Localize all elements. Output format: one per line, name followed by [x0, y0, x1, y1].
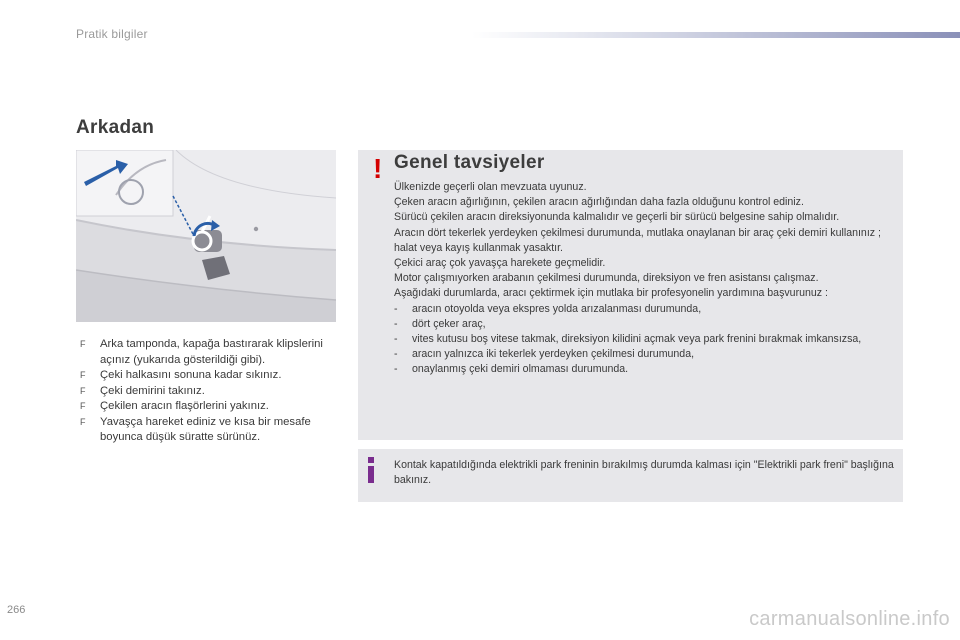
rear-bumper-drawing [76, 150, 336, 322]
running-header: Pratik bilgiler [76, 27, 148, 41]
case-text: vites kutusu boş vitese takmak, direksiyon kilidini açmak veya park frenini bırakmak imkansızsa, [412, 333, 862, 346]
advice-case [394, 332, 894, 347]
advice-paragraph: Aşağıdaki durumlarda, aracı çektirmek için mutlaka bir profesyonelin yardımına başvurunuz : [394, 287, 828, 300]
list-item [80, 415, 342, 446]
case-text: aracın otoyolda veya ekspres yolda arızalanması durumunda, [412, 302, 702, 315]
warning-icon: ! [373, 153, 383, 184]
list-item [80, 399, 342, 415]
dash-marker: - [394, 348, 398, 361]
info-box [358, 449, 903, 502]
general-advice-box [358, 150, 903, 440]
advice-paragraph: Çeken aracın ağırlığının, çekilen aracın ağırlığından daha fazla olduğunu kontrol ediniz. [394, 196, 804, 209]
step-text: Çeki demirini takınız. [100, 384, 205, 397]
step-text: Çekilen aracın flaşörlerini yakınız. [100, 400, 269, 412]
advice-case [394, 347, 894, 362]
advice-paragraph: Ülkenizde geçerli olan mevzuata uyunuz. [394, 181, 587, 193]
step-text: Çeki halkasını sonuna kadar sıkınız. [100, 369, 282, 381]
case-text: onaylanmış çeki demiri olmaması durumunda. [412, 363, 629, 376]
step-bullet-icon: F [80, 385, 86, 396]
case-text: aracın yalnızca iki tekerlek yerdeyken çekilmesi durumunda, [412, 348, 695, 361]
list-item [80, 337, 342, 368]
page-number: 266 [7, 604, 26, 616]
step-bullet-icon: F [80, 416, 86, 427]
watermark: carmanualsonline.info [749, 608, 950, 630]
rear-towing-illustration [76, 150, 336, 322]
step-text: Arka tamponda, kapağa bastırarak klipslerini açınız (yukarıda gösterildiği gibi). [100, 338, 323, 366]
advice-case [394, 362, 894, 377]
section-title: Arkadan [76, 117, 155, 138]
advice-paragraph: Çekici araç çok yavaşça harekete geçmelidir. [394, 257, 606, 270]
header-accent-bar [472, 32, 960, 38]
step-bullet-icon: F [80, 370, 86, 380]
step-text: Yavaşça hareket ediniz ve kısa bir mesafe boyunca düşük süratte sürünüz. [100, 415, 311, 443]
advice-case [394, 317, 894, 332]
dash-marker: - [394, 363, 398, 376]
advice-paragraph: Aracın dört tekerlek yerdeyken çekilmesi durumunda, mutlaka onaylanan bir araç çeki demiri kullanınız ; halat veya kayış kullanmak yasaktır. [394, 226, 881, 254]
dash-marker: - [394, 317, 398, 330]
case-text: dört çeker araç, [412, 317, 486, 330]
info-icon [366, 457, 376, 483]
info-text: Kontak kapatıldığında elektrikli park freninin bırakılmış durumda kalması için "Elektrikli park freni" başlığına bakınız. [394, 459, 894, 487]
advice-title: Genel tavsiyeler [394, 152, 545, 173]
dash-marker: - [394, 333, 398, 346]
advice-paragraph: Motor çalışmıyorken arabanın çekilmesi durumunda, direksiyon ve fren asistansı çalışmaz. [394, 272, 819, 285]
procedure-steps [80, 337, 342, 446]
list-item [80, 384, 342, 400]
dash-marker: - [394, 302, 398, 315]
advice-case [394, 302, 894, 317]
step-bullet-icon: F [80, 339, 86, 349]
advice-body [394, 180, 894, 378]
advice-paragraph: Sürücü çekilen aracın direksiyonunda kalmalıdır ve geçerli bir sürücü belgesine sahip olmalıdır. [394, 211, 840, 224]
step-bullet-icon: F [80, 401, 86, 411]
list-item [80, 368, 342, 384]
